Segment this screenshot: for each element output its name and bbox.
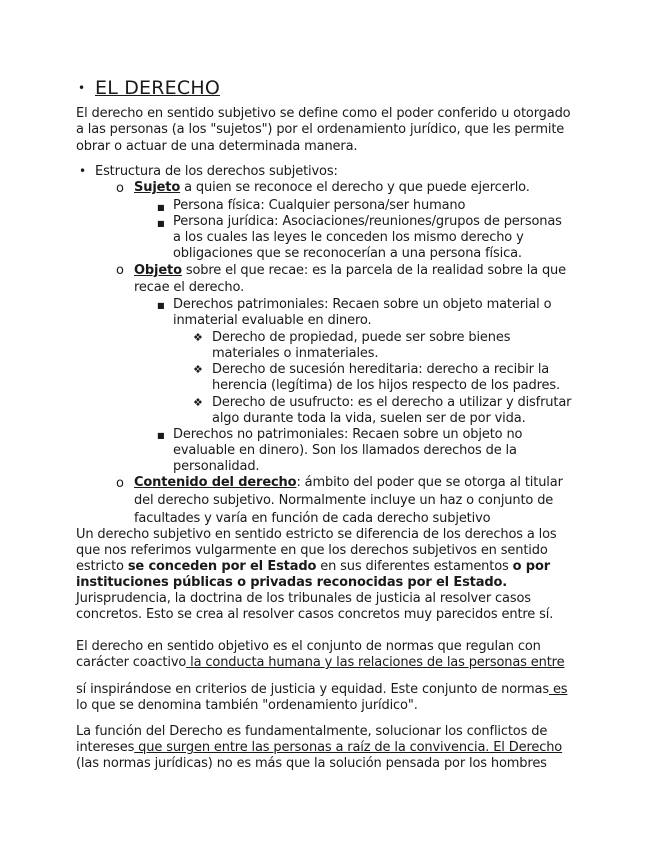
sub-item: materiales o inmateriales. bbox=[212, 346, 379, 361]
page-title: EL DERECHO bbox=[95, 77, 220, 99]
square-bullet-icon: ■ bbox=[157, 219, 165, 228]
estructura-heading: Estructura de los derechos subjetivos: bbox=[95, 164, 338, 179]
diamond-bullet-icon: ❖ bbox=[193, 363, 203, 376]
objetivo-line bbox=[76, 682, 567, 698]
jurisprudencia-line: Jurisprudencia, la doctrina de los tribunales de justicia al resolver casos bbox=[76, 591, 531, 606]
diamond-bullet-icon: ❖ bbox=[193, 396, 203, 409]
objetivo-line: lo que se denomina también "ordenamiento jurídico". bbox=[76, 698, 418, 713]
contenido-line bbox=[134, 475, 563, 491]
objeto-line bbox=[134, 263, 566, 279]
diamond-bullet-icon: ❖ bbox=[193, 331, 203, 344]
contenido-line: facultades y varía en función de cada derecho subjetivo bbox=[134, 511, 491, 526]
estricto-line bbox=[76, 559, 550, 575]
estricto-bold-line: instituciones públicas o privadas reconocidas por el Estado. bbox=[76, 575, 508, 590]
no-patrimoniales-line: Derechos no patrimoniales: Recaen sobre un objeto no bbox=[173, 427, 523, 442]
sujeto-line bbox=[134, 180, 530, 196]
sub-item: Derecho de usufructo: es el derecho a utilizar y disfrutar bbox=[212, 395, 572, 410]
objetivo-text: carácter coactivo bbox=[76, 655, 187, 670]
circle-bullet-icon: o bbox=[116, 181, 124, 196]
objeto-term: Objeto bbox=[134, 263, 182, 278]
objetivo-text: sí inspirándose en criterios de justicia y equidad. Este conjunto de normas bbox=[76, 682, 549, 697]
sub-item: Derecho de sucesión hereditaria: derecho a recibir la bbox=[212, 362, 550, 377]
objetivo-text: es bbox=[548, 682, 568, 697]
funcion-line: La función del Derecho es fundamentalmente, solucionar los conflictos de bbox=[76, 724, 548, 739]
contenido-term: Contenido del derecho bbox=[134, 475, 297, 490]
circle-bullet-icon: o bbox=[116, 263, 124, 278]
estricto-text: estricto bbox=[76, 559, 128, 574]
objetivo-text: la conducta humana y las relaciones de las personas entre bbox=[186, 655, 565, 670]
estricto-line: que nos referimos vulgarmente en que los derechos subjetivos en sentido bbox=[76, 543, 548, 558]
funcion-text: intereses bbox=[76, 740, 135, 755]
sujeto-item: Persona física: Cualquier persona/ser humano bbox=[173, 198, 466, 213]
contenido-line: del derecho subjetivo. Normalmente incluye un haz o conjunto de bbox=[134, 493, 554, 508]
patrimoniales-line: inmaterial evaluable en dinero. bbox=[173, 313, 372, 328]
funcion-line: (las normas jurídicas) no es más que la solución pensada por los hombres bbox=[76, 756, 547, 771]
sujeto-item: Persona jurídica: Asociaciones/reuniones/grupos de personas bbox=[173, 214, 562, 229]
circle-bullet-icon: o bbox=[116, 476, 124, 491]
funcion-text: que surgen entre las personas a raíz de la convivencia. El Derecho bbox=[134, 740, 563, 755]
sub-item: Derecho de propiedad, puede ser sobre bienes bbox=[212, 330, 511, 345]
funcion-line bbox=[76, 740, 562, 756]
objetivo-line bbox=[76, 655, 564, 671]
intro-line: a las personas (a los "sujetos") por el ordenamiento jurídico, que les permite bbox=[76, 122, 565, 137]
objeto-line: recae el derecho. bbox=[134, 280, 245, 295]
no-patrimoniales-line: evaluable en dinero). Son los llamados derechos de la bbox=[173, 443, 517, 458]
square-bullet-icon: ■ bbox=[157, 203, 165, 212]
estricto-text: en sus diferentes estamentos bbox=[316, 559, 513, 574]
objetivo-line: El derecho en sentido objetivo es el conjunto de normas que regulan con bbox=[76, 639, 541, 654]
sub-item: algo durante toda la vida, suelen ser de por vida. bbox=[212, 411, 526, 426]
bullet-icon: • bbox=[79, 164, 87, 178]
jurisprudencia-line: concretos. Esto se crea al resolver casos concretos muy parecidos entre sí. bbox=[76, 607, 554, 622]
contenido-text: : ámbito del poder que se otorga al titular bbox=[296, 475, 563, 490]
intro-line: obrar o actuar de una determinada manera. bbox=[76, 139, 358, 154]
bullet-icon: • bbox=[78, 81, 86, 95]
sujeto-term: Sujeto bbox=[134, 180, 181, 195]
patrimoniales-line: Derechos patrimoniales: Recaen sobre un objeto material o bbox=[173, 297, 552, 312]
estricto-bold-text: se conceden por el Estado bbox=[127, 559, 317, 574]
sujeto-text: a quien se reconoce el derecho y que puede ejercerlo. bbox=[180, 180, 530, 195]
sujeto-item: obligaciones que se reconocerían a una persona física. bbox=[173, 246, 522, 261]
objeto-text: sobre el que recae: es la parcela de la realidad sobre la que bbox=[181, 263, 566, 278]
sub-item: herencia (legítima) de los hijos respecto de los padres. bbox=[212, 378, 560, 393]
sujeto-item: a los cuales las leyes le conceden los mismo derecho y bbox=[173, 230, 524, 245]
intro-line: El derecho en sentido subjetivo se define como el poder conferido u otorgado bbox=[76, 106, 571, 121]
estricto-bold-text: o por bbox=[512, 559, 550, 574]
estricto-line: Un derecho subjetivo en sentido estricto se diferencia de los derechos a los bbox=[76, 527, 557, 542]
no-patrimoniales-line: personalidad. bbox=[173, 459, 260, 474]
square-bullet-icon: ■ bbox=[157, 431, 165, 440]
square-bullet-icon: ■ bbox=[157, 301, 165, 310]
